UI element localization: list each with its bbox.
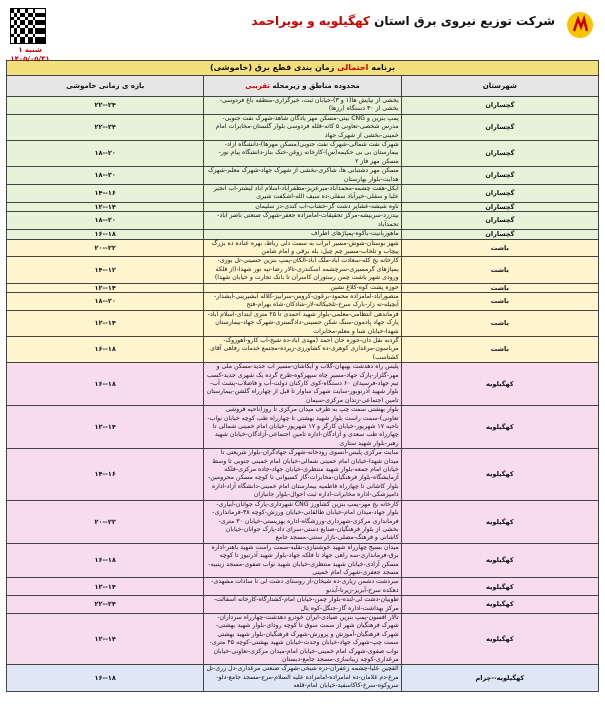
outage-table bbox=[6, 60, 599, 692]
row-city: گچساران bbox=[401, 202, 598, 211]
row-time: ۱۲--۱۴ bbox=[7, 283, 204, 292]
row-time: ۲۲--۲۴ bbox=[7, 596, 204, 614]
row-time: ۱۲--۱۴ bbox=[7, 613, 204, 664]
table-title bbox=[7, 61, 599, 76]
row-time: ۱۸--۲۰ bbox=[7, 167, 204, 185]
row-time: ۱۶--۱۸ bbox=[7, 363, 204, 406]
row-city: باشت bbox=[401, 239, 598, 257]
table-row bbox=[7, 202, 599, 211]
table-title-row bbox=[7, 61, 599, 76]
table-row bbox=[7, 212, 599, 230]
table-row bbox=[7, 500, 599, 543]
table-row bbox=[7, 257, 599, 283]
row-city: کهگیلویه bbox=[401, 363, 598, 406]
row-city: کهگیلویه bbox=[401, 596, 598, 614]
col-city: شهرستان bbox=[401, 76, 598, 97]
col-area bbox=[204, 76, 401, 97]
row-city: گچساران bbox=[401, 185, 598, 203]
row-area: آبکل-هفت چشمه-محمدآباد-میرعزیز-مظفرآباد-اسلام آباد لیشتر-آب انجیر علیا و سفلی-خیرآباد سفلی-ده سیف الله-اشکفت شیری bbox=[204, 185, 401, 203]
row-city: کهگیلویه bbox=[401, 543, 598, 578]
row-time: ۱۶--۱۸ bbox=[7, 336, 204, 362]
row-time: ۱۴--۱۶ bbox=[7, 449, 204, 500]
row-area: گردنه نقل دان-حوزه خان احمد (مهدی آباد-ده شیخ-آب کارو-آهوروک-مرباسون-مرغداری کوهری-ده کشاورزی-زیرده-مجتمع خدمات رفاهی آقای کشتاسب) bbox=[204, 336, 401, 362]
row-time: ۱۸--۲۰ bbox=[7, 141, 204, 167]
table-row bbox=[7, 336, 599, 362]
table-row bbox=[7, 363, 599, 406]
row-time: ۱۴--۱۲ bbox=[7, 257, 204, 283]
row-city: گچساران bbox=[401, 212, 598, 230]
row-time: ۱۶--۱۸ bbox=[7, 665, 204, 691]
header-row bbox=[7, 76, 599, 97]
col-area-highlight: تقریبی bbox=[245, 81, 270, 90]
row-time: ۱۲--۱۴ bbox=[7, 406, 204, 449]
qr-code bbox=[10, 8, 46, 44]
row-area: ماهوربانیت-باکوه-پمپاژهای اطراف bbox=[204, 230, 401, 239]
row-city: گچساران bbox=[401, 97, 598, 115]
row-area: بیدزرد-سربیشه-مرکز تحقیقات-امامزاده جعفر-شهرک صنعتی ناصر آباد-تحمدآباد bbox=[204, 212, 401, 230]
col-area-prefix: محدوده مناطق و زیرمحله bbox=[272, 81, 360, 90]
table-row bbox=[7, 292, 599, 310]
company-province: کهگیلویه و بویراحمد bbox=[251, 14, 370, 28]
row-time: ۲۰--۲۲ bbox=[7, 239, 204, 257]
row-area: شهرک نفت شمالی-شهرک نفت جنوبی(مسکن مهرها)-دانشگاه آزاد-بیمارستان بی بی حکیمه(س)-کارخانه روغن-خنک بناز-دانشگاه پیام نور-مسکن مهر فاز ۲ bbox=[204, 141, 401, 167]
table-row bbox=[7, 283, 599, 292]
row-time: ۱۲--۱۴ bbox=[7, 310, 204, 336]
row-area: سردشت دشمن زیاری-ده شیخان-از روستای دشت لی تا سادات مشهدی-دهکده سرخ-آبریز-زیرنا-آبدنو bbox=[204, 578, 401, 596]
row-city: گچساران bbox=[401, 114, 598, 140]
row-city: کهگیلویه bbox=[401, 406, 598, 449]
row-city: باشت bbox=[401, 292, 598, 310]
table-row bbox=[7, 310, 599, 336]
row-area: طوبیان-دشت لی-لنده-بلوار چمن-خیابان امام-کشتارگاه-کارخانه آسفالت-مرکز بهداشت-اداره گاز-جنگل-کوه یال bbox=[204, 596, 401, 614]
table-row bbox=[7, 578, 599, 596]
row-city: کهگیلویه bbox=[401, 578, 598, 596]
col-time: بازه ی زمانی خاموشی bbox=[7, 76, 204, 97]
row-city: گچساران bbox=[401, 141, 598, 167]
row-area: منصورآباد-امامزاده محمود-برغون-کروس-سرآبیز-کلاله آبشیرینی-آبشدار-آبچیله-ته زار-بارک سرخ-تلخیکاله-لار-شادکان-شاه بهرام-فتح bbox=[204, 292, 401, 310]
table-row bbox=[7, 239, 599, 257]
row-time: ۲۲--۲۴ bbox=[7, 114, 204, 140]
row-city: باشت bbox=[401, 283, 598, 292]
row-area: حوزه پشت کوه-کلاغ نشین bbox=[204, 283, 401, 292]
table-row bbox=[7, 449, 599, 500]
row-time: ۱۸--۲۰ bbox=[7, 292, 204, 310]
row-area: میدان بسیج چهارراه شهید خوشنیازی-نقلیه-سمت راست شهید باهنر-اداره برق-فرمانداری-سه راهی جهاد تا فلکه جهاد-بلوار شهید آذرنیوز تا کوچه مسکن آزادی-خیابان شهید منتظری-خیابان شهید نواب صفوی-مسجد زینبیه-مسجد جعفری-شهرک امام خمینی bbox=[204, 543, 401, 578]
row-city: باشت bbox=[401, 257, 598, 283]
row-area: پمپ بنزین و CNG بیتی-مسکن مهر یادگان شاهد-شهرک نفت جنوبی-مدرس شخصی-تعاونی ۵ کانه-قلله فردوسی بلوار گلستان-مخابرات امام خمینی-بخشی از شهرک جهاد bbox=[204, 114, 401, 140]
table-row bbox=[7, 613, 599, 664]
row-city: باشت bbox=[401, 336, 598, 362]
row-city: کهگیلویه bbox=[401, 613, 598, 664]
title-highlight: احتمالی bbox=[337, 62, 369, 72]
row-time: ۱۶--۱۸ bbox=[7, 230, 204, 239]
row-city: کهگیلویه bbox=[401, 449, 598, 500]
row-time: ۱۴--۱۶ bbox=[7, 185, 204, 203]
row-area: شهر بوستان-شوش-مسیر ابراب به سمت دلی رباط، بهره عناده ده بزرگ پیچاب و تلخاب-مسیر چم چیل، بله برقی و امام شامن bbox=[204, 239, 401, 257]
row-area: مسکن مهر دشتبانی ها، شاکری-بخشی از شهرک جهاد-شهرک معلم-شهرک هدایت-بلوار بهارستان bbox=[204, 167, 401, 185]
row-area: کارخانه یخ مهر-پمپ بنزین کشاورز CNG شهرداری-پارک جوانان-آبیاری-بلوار جهاد-میدان امام-خیابان طالقانی-خیابان ورزش-کوچه ۳۸-فرمانداری-فرمانداری مرکزی-شهرداری-ورزشگاه-اداره بهزیستی-خیابان ۳۰ متری-بخشی از بلوار فرهنگیان-صنایع دستی-سرای داد-پارک جوانان-خیابان کاشانی و فرهنگ-مصلی-بازار سنتی-مسجد جامع bbox=[204, 500, 401, 543]
row-time: ۲۲--۲۴ bbox=[7, 97, 204, 115]
table-row bbox=[7, 185, 599, 203]
table-row bbox=[7, 543, 599, 578]
table-row bbox=[7, 114, 599, 140]
company-title bbox=[251, 14, 555, 28]
title-prefix: برنامه bbox=[371, 62, 396, 72]
table-row bbox=[7, 665, 599, 691]
row-city: کهگیلویه bbox=[401, 500, 598, 543]
row-time: ۱۲--۱۴ bbox=[7, 578, 204, 596]
row-time: ۱۶--۱۸ bbox=[7, 543, 204, 578]
row-area: القچین علیا-چشمه زعفران-دره شیخی-شهرک صنعتی مرغداری-دل زری-تل مرغ-دم غلامان-ده امامزاده-امامزاده علیه السلام-مرج-مسجد جامع-دلو-سروکوه-سرخ-کاکاسفید-خیابان امام-قلعه bbox=[204, 665, 401, 691]
table-row bbox=[7, 167, 599, 185]
day-label: شنبه ۱ bbox=[18, 46, 42, 54]
row-area: تالار افسون-پمپ بنزین صیادی-ایران خودرو دهدشت-چهارراه سرداران-شهرک فرهنگیان شهر از سمت سوق تا کوچه رودای-بلوار شهید بهشتی-شهرک فرهنگیان-آموزش و پرورش-شهرک فرهنگیان-بلوار شهید بهشتی سمت چپ-شهرک جهاد-خیابان وحدت-خیابان شهید بهشتی-کوچه ۴۵ متری-نواب صفوی-شهرک امام خمینی-خیابان امام-میدان مرکزی-تعاونی-خیابان مرغداری-کوچه زیباسازی-مسجد جامع-دبستان bbox=[204, 613, 401, 664]
header bbox=[6, 4, 599, 63]
table-row bbox=[7, 97, 599, 115]
date-label: ۱۴۰۵/۰۵/۳۱ bbox=[10, 55, 50, 63]
row-city: باشت bbox=[401, 310, 598, 336]
table-body bbox=[7, 97, 599, 692]
row-time: ۲۰--۲۲ bbox=[7, 500, 204, 543]
title-suffix: زمان بندی قطع برق (خاموشی) bbox=[209, 62, 335, 72]
row-city: گچساران bbox=[401, 167, 598, 185]
date-box bbox=[10, 46, 50, 64]
company-logo-icon bbox=[565, 10, 595, 40]
row-area: کارخانه یخ کله-سعادت آباد-ملک آباد-آلکان-پمپ بنزین حسینی-تل بوزی-پمپاژهای گرمسیری-سرچشمه اسکندری-تالار رضا-تپه نور شهدا-(از فلکه ورودی شهر باشت چمن رستوران کاسران تا بانک تجارت و خیابان شهدا) bbox=[204, 257, 401, 283]
row-area: بلوار بهشتی سمت چپ به طرف میدان مرکزی تا روز(ناحیه فروشی تعاونی)-سمت راست بلوار شهید بهشتی تا چهارراه طب کوچه خیابان نواب-ناحیه ۱۷ شهریور-خیابان کارگر و ۱۷ شهریور-خیابان امام خمینی شمالی تا چهارراه طب سعدی و آزادگان-اداره تامین اجتماعی-آزادگان-خیابان شهید رهبر-بلوار شهید ستاری bbox=[204, 406, 401, 449]
row-time: ۱۲--۱۴ bbox=[7, 202, 204, 211]
row-city: گچساران bbox=[401, 230, 598, 239]
table-row bbox=[7, 596, 599, 614]
company-prefix: شرکت توزیع نیروی برق استان bbox=[374, 14, 555, 28]
row-city: کهگیلویه--چرام bbox=[401, 665, 598, 691]
row-area: پلیس راه دهدشت بهبهان-گلاب و آبکاشان-مسیر آب حدید-مسکن ملی و مهر-گلزار-پارک جهاد-مسیر چاه سپهرکوه-طرح گرده یک شهری جدید-کسب تیم جهاد-فرسیدان ۶۰ دستگاه-کوی کارکنان دولت-آب و فاضلاب-پشت آب-بلوار شهید آذرنوبور-سایت شهرک ساوار تا قبل از چهارراه گلشن-بیمارستان تامین اجتماعی-زندان مرکزی-سیمان bbox=[204, 363, 401, 406]
table-row bbox=[7, 230, 599, 239]
table-row bbox=[7, 141, 599, 167]
row-area: ناوه شیشه-عشایر دشت گز-خشاب-آب کندی-دز سلیمان bbox=[204, 202, 401, 211]
row-area: سایت مرکزی پلیس-آنسوی رودخانه-شهرک جهادگران-بلوار شریعتی تا میدان شهدا-خیابان امام خمینی شمالی-خیابان امام خمینی جنوبی تا وسط خیابان امام جمعه-بلوار شهید منتظری-خیابان جهاد-جاده مرکزی-فلکه آزمایشگاه-بلوار فرهنگیان-مخابرات-گاز کسیوانی تا کوچه مسکن محرومین-بلوار کاشانی تا چهارراه فاطمیه بیمارستان امام خمینی-دانشگاه آزاد-اداره دامپزشکی-اداره مخابرات-اداره ثبت احوال-بلوار جانبازان bbox=[204, 449, 401, 500]
table-row bbox=[7, 406, 599, 449]
row-time: ۱۸--۲۰ bbox=[7, 212, 204, 230]
row-area: بخشی از نیایش ها(۱ و ۳)-خیابان ثبت، خیرگزاری-منطقه باغ فردوسی-بخشی از ۳۰ دستگاه (رزها) bbox=[204, 97, 401, 115]
row-area: فرماندهی انتظامی-معلمی-بلوار شهید احمدی تا ۲۵ متری ابتدای-اسلام آباد-پارک جهاد پادمون-سنگ شکن حسینی-دادگستری-شهرک جهاد-بیمارستان شهدا-خیابان شنا و معلم-مخابرات bbox=[204, 310, 401, 336]
